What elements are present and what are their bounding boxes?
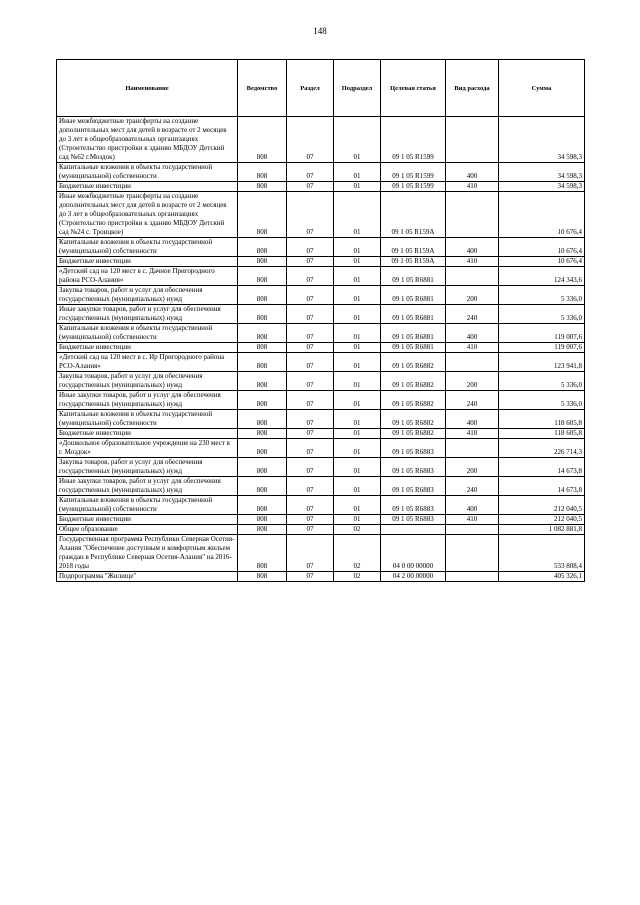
cell-department: 808 (238, 458, 287, 477)
cell-expense-type: 410 (446, 429, 499, 439)
cell-section: 07 (287, 117, 334, 163)
cell-subsection: 01 (334, 439, 381, 458)
cell-department: 808 (238, 410, 287, 429)
cell-subsection: 01 (334, 305, 381, 324)
cell-sum: 119 007,6 (499, 343, 585, 353)
cell-sum: 10 676,4 (499, 238, 585, 257)
cell-section: 07 (287, 429, 334, 439)
cell-target-article: 04 2 00 00000 (381, 572, 446, 582)
cell-name: Бюджетные инвестиции (57, 429, 238, 439)
cell-subsection: 01 (334, 343, 381, 353)
cell-expense-type: 410 (446, 343, 499, 353)
cell-target-article: 09 1 05 R6883 (381, 515, 446, 525)
cell-sum: 10 676,4 (499, 257, 585, 267)
cell-target-article: 09 1 05 R1599 (381, 117, 446, 163)
table-body (57, 117, 585, 582)
cell-expense-type: 240 (446, 477, 499, 496)
cell-target-article: 09 1 05 R6881 (381, 267, 446, 286)
table-row (57, 372, 585, 391)
cell-department: 808 (238, 117, 287, 163)
cell-name: Иные межбюджетные трансферты на создание дополнительных мест для детей в возрасте от 2 месяцев до 3 лет в общеобразовательных организациях (Строительство пристройки к зданию МБДОУ Детский сад №24 с. Троицкое) (57, 192, 238, 238)
header-name: Наименование (57, 60, 238, 117)
budget-table (56, 59, 585, 582)
cell-expense-type: 400 (446, 163, 499, 182)
cell-target-article: 09 1 05 R6881 (381, 324, 446, 343)
cell-section: 07 (287, 535, 334, 572)
cell-department: 808 (238, 439, 287, 458)
cell-section: 07 (287, 257, 334, 267)
cell-section: 07 (287, 572, 334, 582)
cell-subsection: 01 (334, 267, 381, 286)
cell-department: 808 (238, 353, 287, 372)
cell-subsection: 01 (334, 391, 381, 410)
cell-name: «Дошкольное образовательное учреждение на 230 мест в г. Моздок» (57, 439, 238, 458)
table-row (57, 391, 585, 410)
cell-target-article: 04 0 00 00000 (381, 535, 446, 572)
table-row (57, 324, 585, 343)
cell-sum: 34 598,3 (499, 117, 585, 163)
cell-name: Бюджетные инвестиции (57, 515, 238, 525)
cell-section: 07 (287, 353, 334, 372)
cell-target-article: 09 1 05 R6883 (381, 458, 446, 477)
cell-subsection: 01 (334, 429, 381, 439)
cell-expense-type: 200 (446, 372, 499, 391)
cell-expense-type (446, 535, 499, 572)
table-row (57, 182, 585, 192)
cell-sum: 10 676,4 (499, 192, 585, 238)
table-row (57, 477, 585, 496)
cell-department: 808 (238, 163, 287, 182)
cell-target-article: 09 1 05 R6882 (381, 429, 446, 439)
cell-section: 07 (287, 525, 334, 535)
table-row (57, 343, 585, 353)
cell-expense-type: 400 (446, 238, 499, 257)
cell-subsection: 02 (334, 535, 381, 572)
cell-target-article: 09 1 05 R159A (381, 192, 446, 238)
cell-target-article: 09 1 05 R6881 (381, 305, 446, 324)
cell-name: Капитальные вложения в объекты государственной (муниципальной) собственности (57, 410, 238, 429)
cell-department: 808 (238, 525, 287, 535)
cell-sum: 212 040,5 (499, 515, 585, 525)
cell-section: 07 (287, 238, 334, 257)
cell-expense-type: 400 (446, 496, 499, 515)
header-expense-type: Вид расхода (446, 60, 499, 117)
cell-section: 07 (287, 515, 334, 525)
cell-expense-type (446, 267, 499, 286)
cell-section: 07 (287, 343, 334, 353)
cell-department: 808 (238, 477, 287, 496)
cell-sum: 14 673,8 (499, 458, 585, 477)
table-row (57, 267, 585, 286)
cell-department: 808 (238, 372, 287, 391)
cell-sum: 1 082 881,8 (499, 525, 585, 535)
cell-sum: 5 336,0 (499, 305, 585, 324)
table-row (57, 458, 585, 477)
cell-expense-type: 410 (446, 257, 499, 267)
cell-department: 808 (238, 515, 287, 525)
table-row (57, 429, 585, 439)
cell-expense-type: 400 (446, 324, 499, 343)
cell-department: 808 (238, 267, 287, 286)
cell-name: Закупка товаров, работ и услуг для обеспечения государственных (муниципальных) нужд (57, 286, 238, 305)
cell-name: Государственная программа Республики Северная Осетия-Алания "Обеспечение доступным и комфортным жильем граждан в Республике Северная Осетия-Алания" на 2016-2018 годы (57, 535, 238, 572)
cell-department: 808 (238, 324, 287, 343)
cell-expense-type: 200 (446, 286, 499, 305)
cell-name: Иные закупки товаров, работ и услуг для обеспечения государственных (муниципальных) нужд (57, 305, 238, 324)
cell-expense-type: 410 (446, 182, 499, 192)
header-sum: Сумма (499, 60, 585, 117)
cell-sum: 533 808,4 (499, 535, 585, 572)
cell-subsection: 01 (334, 496, 381, 515)
cell-section: 07 (287, 324, 334, 343)
cell-section: 07 (287, 496, 334, 515)
cell-name: «Детский сад на 120 мест в с. Ир Пригородного района РСО-Алания» (57, 353, 238, 372)
table-row (57, 525, 585, 535)
cell-name: «Детский сад на 120 мест в с. Дачное Пригородного района РСО-Алания» (57, 267, 238, 286)
cell-expense-type (446, 525, 499, 535)
cell-target-article: 09 1 05 R1599 (381, 163, 446, 182)
cell-section: 07 (287, 267, 334, 286)
cell-subsection: 01 (334, 286, 381, 305)
cell-subsection: 01 (334, 515, 381, 525)
cell-target-article: 09 1 05 R6882 (381, 410, 446, 429)
cell-target-article: 09 1 05 R6882 (381, 391, 446, 410)
cell-department: 808 (238, 572, 287, 582)
cell-sum: 34 598,3 (499, 182, 585, 192)
table-row (57, 535, 585, 572)
cell-name: Капитальные вложения в объекты государственной (муниципальной) собственности (57, 324, 238, 343)
cell-sum: 124 343,6 (499, 267, 585, 286)
cell-section: 07 (287, 458, 334, 477)
cell-expense-type (446, 572, 499, 582)
header-row (57, 60, 585, 117)
table-row (57, 305, 585, 324)
cell-target-article (381, 525, 446, 535)
cell-name: Капитальные вложения в объекты государственной (муниципальной) собственности (57, 496, 238, 515)
table-row (57, 410, 585, 429)
cell-expense-type (446, 353, 499, 372)
cell-subsection: 01 (334, 458, 381, 477)
cell-department: 808 (238, 343, 287, 353)
cell-subsection: 01 (334, 182, 381, 192)
cell-section: 07 (287, 182, 334, 192)
cell-section: 07 (287, 192, 334, 238)
cell-subsection: 01 (334, 372, 381, 391)
cell-department: 808 (238, 391, 287, 410)
cell-subsection: 01 (334, 353, 381, 372)
cell-department: 808 (238, 305, 287, 324)
cell-target-article: 09 1 05 R6883 (381, 477, 446, 496)
cell-name: Закупка товаров, работ и услуг для обеспечения государственных (муниципальных) нужд (57, 458, 238, 477)
cell-target-article: 09 1 05 R6881 (381, 343, 446, 353)
cell-sum: 34 598,3 (499, 163, 585, 182)
cell-name: Бюджетные инвестиции (57, 182, 238, 192)
table-row (57, 353, 585, 372)
cell-department: 808 (238, 257, 287, 267)
cell-subsection: 01 (334, 192, 381, 238)
cell-section: 07 (287, 305, 334, 324)
cell-department: 808 (238, 192, 287, 238)
table-header (57, 60, 585, 117)
cell-section: 07 (287, 286, 334, 305)
cell-name: Капитальные вложения в объекты государственной (муниципальной) собственности (57, 238, 238, 257)
table-row (57, 257, 585, 267)
cell-subsection: 02 (334, 572, 381, 582)
cell-subsection: 01 (334, 163, 381, 182)
cell-target-article: 09 1 05 R6883 (381, 439, 446, 458)
header-subsection: Подраздел (334, 60, 381, 117)
cell-target-article: 09 1 05 R159A (381, 238, 446, 257)
table-row (57, 572, 585, 582)
cell-name: Бюджетные инвестиции (57, 343, 238, 353)
cell-expense-type: 240 (446, 305, 499, 324)
cell-subsection: 02 (334, 525, 381, 535)
table-row (57, 238, 585, 257)
cell-subsection: 01 (334, 117, 381, 163)
cell-target-article: 09 1 05 R159A (381, 257, 446, 267)
cell-department: 808 (238, 238, 287, 257)
cell-expense-type (446, 117, 499, 163)
cell-expense-type (446, 439, 499, 458)
table-row (57, 496, 585, 515)
cell-section: 07 (287, 391, 334, 410)
cell-section: 07 (287, 372, 334, 391)
page-number: 148 (313, 26, 327, 36)
header-section: Раздел (287, 60, 334, 117)
cell-sum: 118 605,8 (499, 429, 585, 439)
cell-name: Бюджетные инвестиции (57, 257, 238, 267)
cell-subsection: 01 (334, 257, 381, 267)
cell-section: 07 (287, 439, 334, 458)
table-row (57, 117, 585, 163)
table-row (57, 286, 585, 305)
cell-sum: 14 673,8 (499, 477, 585, 496)
cell-sum: 5 336,0 (499, 286, 585, 305)
cell-subsection: 01 (334, 324, 381, 343)
cell-name: Иные закупки товаров, работ и услуг для обеспечения государственных (муниципальных) нужд (57, 477, 238, 496)
cell-target-article: 09 1 05 R6882 (381, 353, 446, 372)
cell-sum: 226 714,3 (499, 439, 585, 458)
header-target-article: Целевая статья (381, 60, 446, 117)
cell-department: 808 (238, 182, 287, 192)
cell-section: 07 (287, 477, 334, 496)
cell-target-article: 09 1 05 R1599 (381, 182, 446, 192)
cell-sum: 212 040,5 (499, 496, 585, 515)
table-row (57, 192, 585, 238)
cell-name: Закупка товаров, работ и услуг для обеспечения государственных (муниципальных) нужд (57, 372, 238, 391)
cell-name: Иные межбюджетные трансферты на создание дополнительных мест для детей в возрасте от 2 месяцев до 3 лет в общеобразовательных организациях (Строительство пристройки к зданию МБДОУ Детский сад №62 г.Моздок) (57, 117, 238, 163)
cell-sum: 405 326,1 (499, 572, 585, 582)
cell-sum: 5 336,0 (499, 391, 585, 410)
cell-sum: 118 605,8 (499, 410, 585, 429)
cell-subsection: 01 (334, 410, 381, 429)
table-row (57, 163, 585, 182)
cell-target-article: 09 1 05 R6882 (381, 372, 446, 391)
cell-target-article: 09 1 05 R6881 (381, 286, 446, 305)
cell-subsection: 01 (334, 477, 381, 496)
cell-name: Общее образование (57, 525, 238, 535)
cell-department: 808 (238, 286, 287, 305)
cell-subsection: 01 (334, 238, 381, 257)
cell-target-article: 09 1 05 R6883 (381, 496, 446, 515)
cell-sum: 119 007,6 (499, 324, 585, 343)
cell-name: Капитальные вложения в объекты государственной (муниципальной) собственности (57, 163, 238, 182)
cell-expense-type: 410 (446, 515, 499, 525)
header-department: Ведомство (238, 60, 287, 117)
cell-section: 07 (287, 163, 334, 182)
cell-name: Подпрограмма "Жилище" (57, 572, 238, 582)
table-row (57, 515, 585, 525)
cell-expense-type: 200 (446, 458, 499, 477)
cell-expense-type (446, 192, 499, 238)
cell-section: 07 (287, 410, 334, 429)
cell-name: Иные закупки товаров, работ и услуг для обеспечения государственных (муниципальных) нужд (57, 391, 238, 410)
table-row (57, 439, 585, 458)
cell-department: 808 (238, 496, 287, 515)
cell-department: 808 (238, 535, 287, 572)
cell-sum: 5 336,0 (499, 372, 585, 391)
cell-sum: 123 941,8 (499, 353, 585, 372)
cell-expense-type: 240 (446, 391, 499, 410)
cell-department: 808 (238, 429, 287, 439)
cell-expense-type: 400 (446, 410, 499, 429)
